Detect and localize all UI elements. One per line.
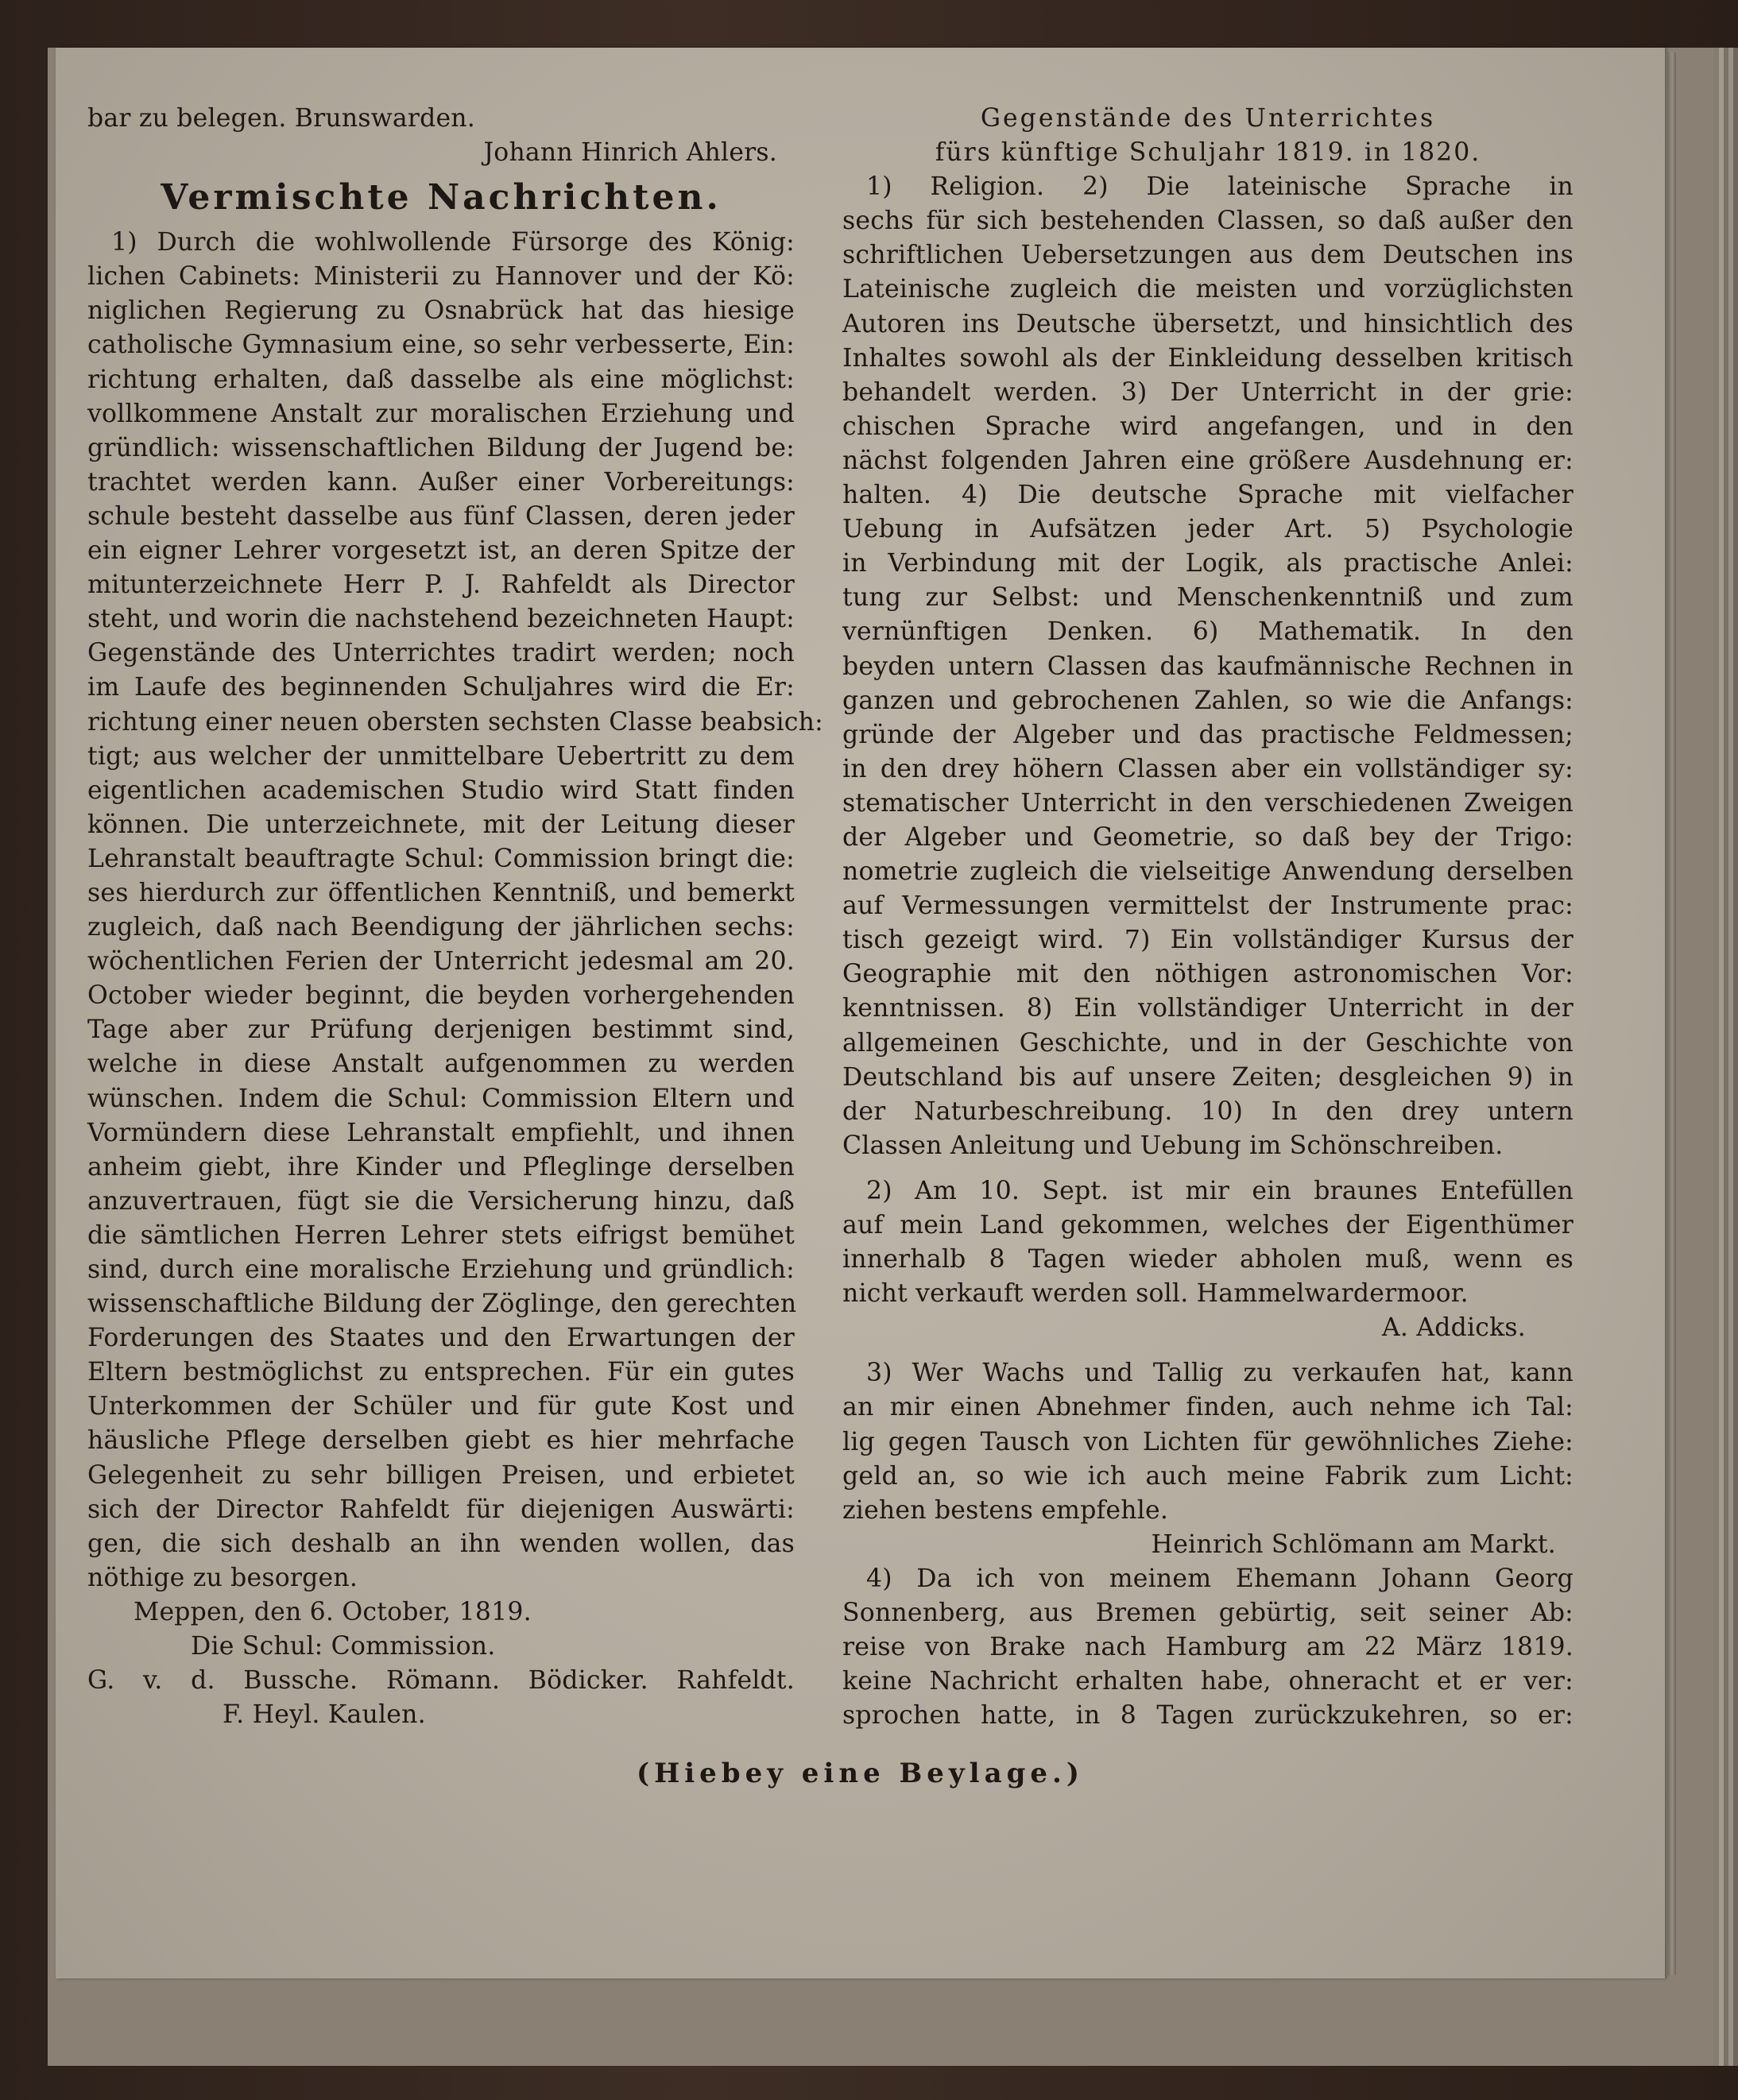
- curriculum-line: Deutschland bis auf unsere Zeiten; desgleichen 9) in: [842, 1062, 1573, 1092]
- article-1-line: ein eigner Lehrer vorgesetzt ist, an deren Spitze der: [87, 536, 795, 566]
- article-1-line: wöchentlichen Ferien der Unterricht jedesmal am 20.: [87, 947, 795, 977]
- curriculum-line: Inhaltes sowohl als der Einkleidung desselben kritisch: [842, 343, 1573, 373]
- article-1-line: häusliche Pflege derselben giebt es hier mehrfache: [87, 1426, 795, 1456]
- article-1-line: gründlich: wissenschaftlichen Bildung der Jugend be:: [87, 433, 795, 462]
- article-3-line: 3) Wer Wachs und Tallig zu verkaufen hat, kann: [866, 1359, 1573, 1388]
- curriculum-line: ganzen und gebrochenen Zahlen, so wie die Anfangs:: [842, 686, 1573, 715]
- article-1-line: October wieder beginnt, die beyden vorhergehenden: [87, 981, 795, 1011]
- article-1-line: welche in diese Anstalt aufgenommen zu werden: [87, 1050, 795, 1079]
- article-1-signers: G. v. d. Bussche. Römann. Bödicker. Rahfeldt.: [87, 1666, 795, 1696]
- left-column: [87, 102, 823, 1732]
- article-1-line: Tage aber zur Prüfung derjenigen bestimmt sind,: [87, 1015, 795, 1045]
- article-1-line: richtung erhalten, daß dasselbe als eine möglichst:: [87, 365, 795, 394]
- article-3-line: ziehen bestens empfehle.: [842, 1495, 1169, 1525]
- article-4-line: Sonnenberg, aus Bremen gebürtig, seit seiner Ab:: [842, 1599, 1573, 1628]
- article-1-line: ses hierdurch zur öffentlichen Kenntniß, und bemerkt: [87, 878, 795, 907]
- curriculum-line: der Naturbeschreibung. 10) In den drey untern: [842, 1096, 1573, 1126]
- article-1-line: gen, die sich deshalb an ihn wenden wollen, das: [87, 1529, 795, 1558]
- article-1-line: vollkommene Anstalt zur moralischen Erziehung und: [87, 399, 795, 428]
- article-1-line: Vormündern diese Lehranstalt empfiehlt, und ihnen: [87, 1118, 795, 1147]
- article-1-line: im Laufe des beginnenden Schuljahres wird die Er:: [87, 673, 795, 702]
- article-1-line: niglichen Regierung zu Osnabrück hat das hiesige: [87, 296, 795, 326]
- curriculum-line: tisch gezeigt wird. 7) Ein vollständiger Kursus der: [842, 926, 1573, 955]
- page-edge: [1665, 52, 1676, 1975]
- article-2-signature: A. Addicks.: [1381, 1313, 1526, 1343]
- curriculum-line: kenntnissen. 8) Ein vollständiger Unterricht in der: [842, 994, 1573, 1023]
- curriculum-line: 1) Religion. 2) Die lateinische Sprache in: [866, 172, 1573, 202]
- curriculum-line: auf Vermessungen vermittelst der Instrumente prac:: [842, 891, 1573, 921]
- article-1-line: 1) Durch die wohlwollende Fürsorge des König:: [111, 228, 795, 257]
- article-1-line: sind, durch eine moralische Erziehung und gründlich:: [87, 1255, 795, 1284]
- article-4-line: reise von Brake nach Hamburg am 22 März 1819.: [842, 1633, 1573, 1662]
- article-3-line: lig gegen Tausch von Lichten für gewöhnliches Ziehe:: [842, 1427, 1573, 1456]
- curriculum-line: in den drey höhern Classen aber ein vollständiger sy:: [842, 754, 1573, 783]
- curriculum-line: sechs für sich bestehenden Classen, so daß außer den: [842, 207, 1573, 236]
- left-top-line: bar zu belegen. Brunswarden.: [87, 104, 476, 133]
- article-1-line: Gelegenheit zu sehr billigen Preisen, und erbietet: [87, 1460, 795, 1490]
- article-3-paragraph: [842, 1356, 1573, 1527]
- curriculum-line: tung zur Selbst: und Menschenkenntniß und zum: [842, 583, 1573, 613]
- curriculum-line: Classen Anleitung und Uebung im Schönschreiben.: [842, 1131, 1504, 1160]
- supplement-note: (Hiebey eine Beylage.): [637, 1758, 1084, 1789]
- article-2-paragraph: [842, 1174, 1573, 1311]
- curriculum-line: stematischer Unterricht in den verschiedenen Zweigen: [842, 788, 1573, 818]
- article-1-line: können. Die unterzeichnete, mit der Leitung dieser: [87, 810, 795, 839]
- article-1-paragraph: [87, 226, 823, 1595]
- article-1-line: anzuvertrauen, fügt sie die Versicherung hinzu, daß: [87, 1186, 795, 1216]
- article-1-line: Forderungen des Staates und den Erwartungen der: [87, 1324, 795, 1353]
- section-heading: Vermischte Nachrichten.: [161, 177, 722, 219]
- article-1-line: mitunterzeichnete Herr P. J. Rahfeldt als Director: [87, 570, 795, 600]
- article-1-line: die sämtlichen Herren Lehrer stets eifrigst bemühet: [87, 1220, 795, 1250]
- article-4-paragraph: [842, 1562, 1573, 1733]
- article-4-line: keine Nachricht erhalten habe, ohneracht et er ver:: [842, 1667, 1573, 1696]
- curriculum-line: in Verbindung mit der Logik, als practische Anlei:: [842, 549, 1573, 578]
- article-1-line: Eltern bestmöglichst zu entsprechen. Für ein gutes: [87, 1358, 795, 1387]
- curriculum-line: halten. 4) Die deutsche Sprache mit vielfacher: [842, 481, 1573, 510]
- right-column: [842, 102, 1573, 1733]
- article-1-line: anheim giebt, ihre Kinder und Pfleglinge derselben: [87, 1152, 795, 1181]
- curriculum-line: Uebung in Aufsätzen jeder Art. 5) Psychologie: [842, 515, 1573, 544]
- article-3-line: an mir einen Abnehmer finden, auch nehme ich Tal:: [842, 1393, 1573, 1422]
- curriculum-line: Autoren ins Deutsche übersetzt, und hinsichtlich des: [842, 309, 1573, 338]
- article-2-line: innerhalb 8 Tagen wieder abholen muß, wenn es: [842, 1245, 1573, 1274]
- article-2-line: 2) Am 10. Sept. ist mir ein braunes Entefüllen: [866, 1176, 1573, 1205]
- curriculum-line: allgemeinen Geschichte, und in der Geschichte von: [842, 1028, 1573, 1058]
- curriculum-line: beyden untern Classen das kaufmännische Rechnen in: [842, 652, 1573, 681]
- curriculum-line: schriftlichen Uebersetzungen aus dem Deutschen ins: [842, 241, 1573, 270]
- article-4-line: 4) Da ich von meinem Ehemann Johann Georg: [866, 1564, 1573, 1593]
- article-3-signature: Heinrich Schlömann am Markt.: [1151, 1530, 1556, 1559]
- article-1-line: lichen Cabinets: Ministerii zu Hannover und der Kö:: [87, 262, 795, 292]
- curriculum-line: behandelt werden. 3) Der Unterricht in der grie:: [842, 377, 1573, 407]
- article-1-line: eigentlichen academischen Studio wird Statt finden: [87, 775, 795, 805]
- article-4-line: sprochen hatte, in 8 Tagen zurückzukehren, so er:: [842, 1701, 1573, 1731]
- article-1-line: sich der Director Rahfeldt für diejenigen Auswärti:: [87, 1495, 795, 1524]
- curriculum-line: chischen Sprache wird angefangen, und in den: [842, 412, 1573, 441]
- article-1-line: wissenschaftliche Bildung der Zöglinge, den gerechten: [87, 1290, 797, 1319]
- left-top-signature: Johann Hinrich Ahlers.: [483, 138, 777, 168]
- article-1-line: richtung einer neuen obersten sechsten Classe beabsich:: [87, 707, 823, 737]
- article-1-line: steht, und worin die nachstehend bezeichneten Haupt:: [87, 605, 795, 634]
- curriculum-line: nächst folgenden Jahren eine größere Ausdehnung er:: [842, 446, 1573, 475]
- newspaper-page: [56, 48, 1665, 1978]
- curriculum-paragraph: [842, 170, 1573, 1163]
- article-1-signers-2: F. Heyl. Kaulen.: [223, 1700, 426, 1730]
- article-1-date: Meppen, den 6. October, 1819.: [134, 1597, 532, 1626]
- article-1-line: tigt; aus welcher der unmittelbare Uebertritt zu dem: [87, 741, 795, 771]
- article-1-line: nöthige zu besorgen.: [87, 1563, 358, 1592]
- article-2-line: auf mein Land gekommen, welches der Eigenthümer: [842, 1211, 1573, 1240]
- curriculum-line: gründe der Algeber und das practische Feldmessen;: [842, 720, 1573, 749]
- curriculum-line: nometrie zugleich die vielseitige Anwendung derselben: [842, 857, 1573, 887]
- article-3-line: geld an, so wie ich auch meine Fabrik zum Licht:: [842, 1461, 1573, 1491]
- curriculum-title: Gegenstände des Unterrichtes: [980, 104, 1436, 133]
- article-2-line: nicht verkauft werden soll. Hammelwardermoor.: [842, 1279, 1469, 1309]
- article-1-line: wünschen. Indem die Schul: Commission Eltern und: [87, 1084, 795, 1113]
- article-1-line: Gegenstände des Unterrichtes tradirt werden; noch: [87, 639, 795, 668]
- curriculum-line: Lateinische zugleich die meisten und vorzüglichsten: [842, 275, 1573, 304]
- curriculum-line: Geographie mit den nöthigen astronomischen Vor:: [842, 960, 1573, 989]
- article-1-commission: Die Schul: Commission.: [191, 1632, 496, 1661]
- article-1-line: catholische Gymnasium eine, so sehr verbesserte, Ein:: [87, 331, 795, 360]
- curriculum-subtitle: fürs künftige Schuljahr 1819. in 1820.: [935, 138, 1481, 168]
- curriculum-line: vernünftigen Denken. 6) Mathematik. In den: [842, 617, 1573, 647]
- curriculum-line: der Algeber und Geometrie, so daß bey der Trigo:: [842, 822, 1573, 852]
- article-1-line: Lehranstalt beauftragte Schul: Commission bringt die:: [87, 844, 795, 873]
- article-1-line: zugleich, daß nach Beendigung der jährlichen sechs:: [87, 913, 795, 942]
- article-1-line: schule besteht dasselbe aus fünf Classen, deren jeder: [87, 501, 795, 531]
- article-1-line: trachtet werden kann. Außer einer Vorbereitungs:: [87, 467, 795, 497]
- article-1-line: Unterkommen der Schüler und für gute Kost und: [87, 1392, 795, 1421]
